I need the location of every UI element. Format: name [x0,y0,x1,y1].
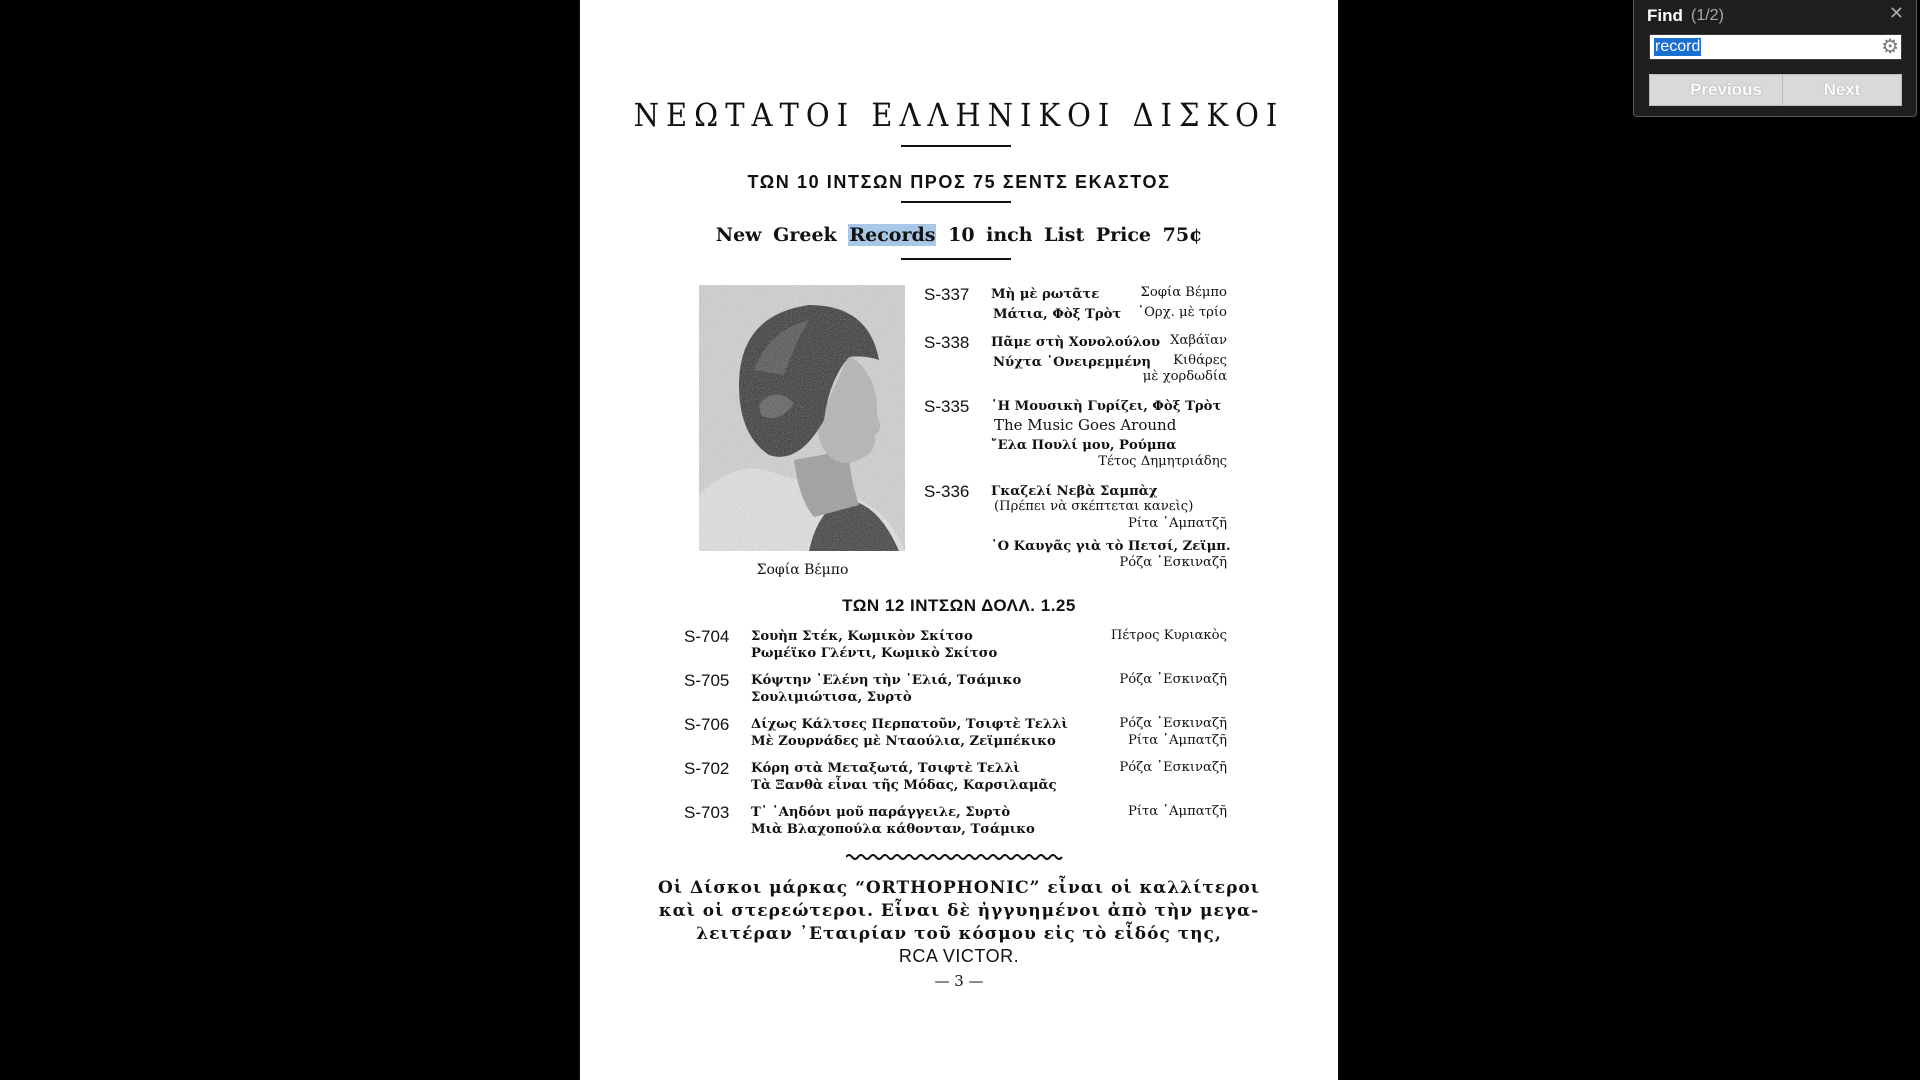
record-number: S-337 [924,285,970,304]
record-title: Τὰ Ξανθὰ εἶναι τῆς Μόδας, Καρσιλαμᾶς [751,778,1057,793]
portrait-photo [699,285,905,551]
find-panel [1633,0,1917,117]
record-title: Κόψτην ᾿Ελένη τὴν ᾿Ελιά, Τσάμικο [751,673,1022,688]
english-heading [580,224,1338,246]
page-title: ΝΕΩΤΑΤΟΙ ΕΛΛΗΝΙΚΟΙ ΔΙΣΚΟΙ [633,96,1285,134]
record-artist: Χαβάϊαν [1170,333,1227,348]
record-number: S-704 [684,627,730,646]
record-artist: Τέτος Δημητριάδης [1098,454,1227,469]
record-title: ῾Η Μουσικὴ Γυρίζει, Φὸξ Τρὸτ [991,399,1222,414]
title-divider [901,145,1011,147]
record-number: S-703 [684,803,730,822]
record-artist: μὲ χορδωδία [1142,369,1227,384]
record-artist: Ρόζα ᾿Εσκιναζῆ [1119,672,1227,687]
close-icon[interactable]: ✕ [1888,3,1904,23]
rca-victor: RCA VICTOR. [898,946,1020,966]
record-number: S-338 [924,333,970,352]
find-title: Find [1647,6,1683,25]
record-title: Γκαζελί Νεβὰ Σαμπὰχ [991,484,1158,499]
record-artist: Ρίτα ᾿Αμπατζῆ [1127,733,1227,748]
record-title: Σουλιμιώτισα, Συρτὸ [751,690,912,705]
document-page [580,0,1338,1080]
record-number: S-336 [924,482,970,501]
search-input[interactable] [1649,34,1902,60]
record-title: ῎Ελα Πουλί μου, Ρούμπα [991,438,1177,453]
previous-button[interactable]: Previous [1649,74,1803,106]
promo-line: Οἱ Δίσκοι μάρκας “ORTHOPHONIC” εἶναι οἱ καλλίτεροι [658,878,1260,898]
record-title: Τ᾿ ᾿Αηδόνι μοῦ παράγγειλε, Συρτὸ [751,805,1011,820]
record-number: S-706 [684,715,730,734]
promo-line: λειτέραν ᾿Εταιρίαν τοῦ κόσμου εἰς τὸ εἶδός της, [696,924,1222,944]
record-title: Δίχως Κάλτσες Περπατοῦν, Τσιφτὲ Τελλὶ [751,717,1068,732]
record-artist: Σοφία Βέμπο [1140,285,1227,300]
english-heading-after: 10 inch List Price 75¢ [948,224,1203,246]
record-title: ῾Ο Καυγᾶς γιὰ τὸ Πετσί, Ζεϊμπ. [991,539,1231,554]
subtitle-divider [901,201,1011,203]
record-title: Νύχτα ᾿Ονειρεμμένη [993,355,1151,370]
record-number: S-702 [684,759,730,778]
photo-caption: Σοφία Βέμπο [756,562,849,578]
record-title: (Πρέπει νὰ σκέπτεται κανεὶς) [994,499,1194,514]
promo-line: καὶ οἱ στερεώτεροι. Εἶναι δὲ ἠγγυημένοι ἀπὸ τὴν μεγα- [658,901,1260,921]
record-artist: Ρίτα ᾿Αμπατζῆ [1127,516,1227,531]
match-count: (1/2) [1691,7,1724,24]
gear-icon[interactable]: ⚙ [1881,36,1899,58]
twelve-inch-heading: ΤΩΝ 12 ΙΝΤΣΩΝ ΔΟΛΛ. 1.25 [842,596,1076,615]
record-number: S-335 [924,397,970,416]
record-artist: Ρίτα ᾿Αμπατζῆ [1127,804,1227,819]
record-artist: Ρόζα ᾿Εσκιναζῆ [1119,716,1227,731]
search-match-highlight: Records [849,224,936,246]
page-number: — 3 — [934,972,984,990]
record-number: S-705 [684,671,730,690]
english-divider [901,258,1011,260]
record-artist: Ρόζα ᾿Εσκιναζῆ [1119,760,1227,775]
record-title: Μάτια, Φὸξ Τρὸτ [993,307,1122,322]
next-button[interactable]: Next [1782,74,1902,106]
record-title: Πᾶμε στὴ Χονολούλου [991,335,1160,350]
wavy-divider [846,853,1064,861]
record-artist: Κιθάρες [1173,353,1227,368]
record-title: The Music Goes Around [994,416,1177,434]
record-title: Ρωμέϊκο Γλέντι, Κωμικὸ Σκίτσο [751,646,998,661]
search-query: record [1655,38,1701,55]
record-title: Μὲ Ζουρνάδες μὲ Νταούλια, Ζεϊμπέκικο [751,734,1056,749]
record-artist: Ρόζα ᾿Εσκιναζῆ [1119,555,1227,570]
subtitle: ΤΩΝ 10 ΙΝΤΣΩΝ ΠΡΟΣ 75 ΣΕΝΤΣ ΕΚΑΣΤΟΣ [747,172,1171,192]
record-artist: ᾿Ορχ. μὲ τρίο [1137,305,1227,320]
record-title: Μὴ μὲ ρωτᾶτε [991,287,1100,302]
record-artist: Πέτρος Κυριακὸς [1110,628,1227,643]
record-title: Κόρη στὰ Μεταξωτά, Τσιφτὲ Τελλὶ [751,761,1020,776]
english-heading-before: New Greek [715,224,837,246]
record-title: Μιὰ Βλαχοπούλα κάθονταν, Τσάμικο [751,822,1035,837]
record-title: Σουὴπ Στέκ, Κωμικὸν Σκίτσο [751,629,973,644]
